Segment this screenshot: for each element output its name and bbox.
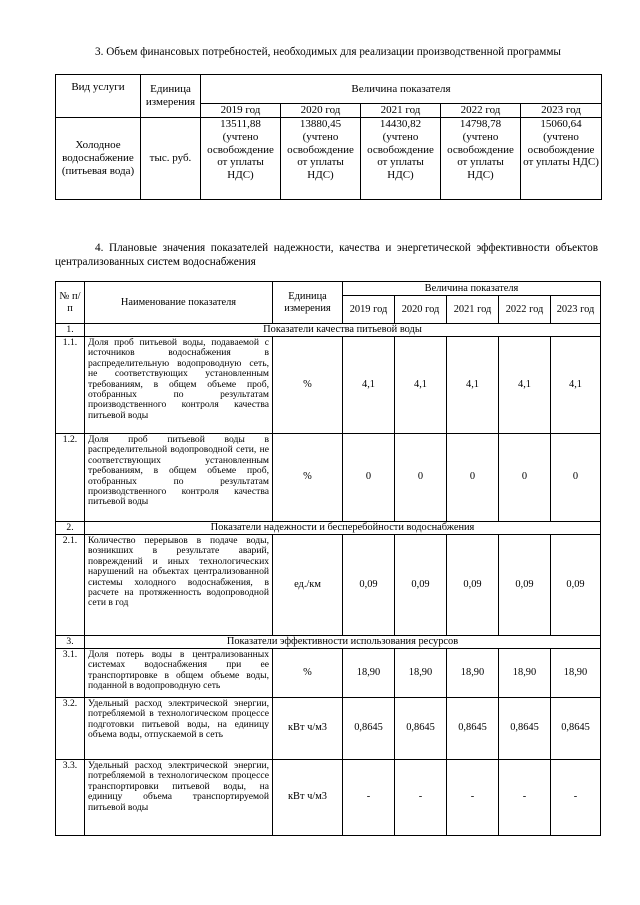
indicator-name: Удельный расход электрической энергии, потребляемой в технологическом процессе транспортировки питьевой воды, на единицу объема транспортируемой питьевой воды [85,760,273,836]
value-cell: 18,90 [343,649,395,698]
indicator-name: Доля проб питьевой воды, подаваемой с источников водоснабжения в распределительную водопроводную сеть, не соответствующих установленным требованиям, в общем объеме проб, отобранных по результатам производственного контроля качества питьевой воды [85,337,273,434]
section-3-heading-text: 3. Объем финансовых потребностей, необходимых для реализации производственной программы [95,46,561,58]
header-year: 2023 год [551,296,601,324]
value-cell: 4,1 [551,337,601,434]
indicator-name: Удельный расход электрической энергии, потребляемой в технологическом процессе подготовки питьевой воды, на единицу объема воды, отпускаемой в сеть [85,698,273,760]
header-value: Величина показателя [201,75,602,104]
value-cell: 13880,45 (учтено освобождение от уплаты НДС) [281,118,361,200]
row-num: 2.1. [56,535,85,636]
section-num: 3. [56,636,85,649]
section-title: Показатели качества питьевой воды [85,324,601,337]
value-cell: 15060,64 (учтено освобождение от уплаты НДС) [521,118,602,200]
header-year: 2019 год [201,104,281,118]
header-value: Величина показателя [343,282,601,296]
service-name: Холодное водоснабжение (питьевая вода) [56,118,141,200]
value-cell: 4,1 [343,337,395,434]
section-num: 1. [56,324,85,337]
value-cell: 0,09 [395,535,447,636]
value-cell: 4,1 [395,337,447,434]
indicator-unit: % [273,434,343,522]
value-cell: 0,8645 [447,698,499,760]
value-cell: - [343,760,395,836]
value-cell: - [395,760,447,836]
header-year: 2019 год [343,296,395,324]
header-year: 2021 год [447,296,499,324]
indicator-unit: % [273,337,343,434]
row-num: 3.1. [56,649,85,698]
section-num: 2. [56,522,85,535]
indicator-unit: % [273,649,343,698]
indicator-name: Доля проб питьевой воды в распределительной водопроводной сети, не соответствующих установленным требованиям, в общем объеме проб, отобранных по результатам производственного контроля качества питьевой воды [85,434,273,522]
header-num: № п/п [56,282,85,324]
indicator-name: Количество перерывов в подаче воды, возникших в результате аварий, повреждений и иных технологических нарушений на объектах централизованной системы холодного водоснабжения, в расчете на протяженность водопроводной сети в год [85,535,273,636]
value-cell: 4,1 [447,337,499,434]
row-num: 1.2. [56,434,85,522]
value-cell: 0 [447,434,499,522]
row-num: 3.2. [56,698,85,760]
value-cell: 18,90 [395,649,447,698]
financial-needs-table [55,74,602,200]
header-year: 2020 год [395,296,447,324]
section-4-heading-text: 4. Плановые значения показателей надежности, качества и энергетической эффективности объектов централизованных систем водоснабжения [55,242,598,268]
indicator-unit: кВт ч/м3 [273,698,343,760]
value-cell: 0,09 [447,535,499,636]
value-cell: 14798,78 (учтено освобождение от уплаты НДС) [441,118,521,200]
value-cell: 18,90 [447,649,499,698]
header-unit: Единица измерения [141,75,201,118]
value-cell: 14430,82 (учтено освобождение от уплаты НДС) [361,118,441,200]
indicators-table [55,281,601,836]
header-year: 2023 год [521,104,602,118]
section-title: Показатели эффективности использования ресурсов [85,636,601,649]
header-year: 2022 год [499,296,551,324]
value-cell: 0 [551,434,601,522]
value-cell: - [551,760,601,836]
header-year: 2021 год [361,104,441,118]
section-3-heading [55,45,598,59]
section-4-heading [55,241,598,269]
value-cell: 0,09 [499,535,551,636]
value-cell: 0,09 [551,535,601,636]
indicator-unit: ед./км [273,535,343,636]
section-title: Показатели надежности и бесперебойности водоснабжения [85,522,601,535]
value-cell: 0,8645 [343,698,395,760]
indicator-name: Доля потерь воды в централизованных системах водоснабжения при ее транспортировке в общем объеме воды, поданной в водопроводную сеть [85,649,273,698]
header-year: 2022 год [441,104,521,118]
value-cell: 0 [395,434,447,522]
indicator-unit: кВт ч/м3 [273,760,343,836]
value-cell: 4,1 [499,337,551,434]
value-cell: 0 [343,434,395,522]
value-cell: 18,90 [551,649,601,698]
value-cell: - [447,760,499,836]
value-cell: 0 [499,434,551,522]
header-service: Вид услуги [56,75,141,118]
value-cell: 0,09 [343,535,395,636]
value-cell: 18,90 [499,649,551,698]
header-unit: Единица измерения [273,282,343,324]
value-cell: 13511,88 (учтено освобождение от уплаты НДС) [201,118,281,200]
value-cell: 0,8645 [395,698,447,760]
service-unit: тыс. руб. [141,118,201,200]
value-cell: 0,8645 [499,698,551,760]
row-num: 1.1. [56,337,85,434]
row-num: 3.3. [56,760,85,836]
value-cell: - [499,760,551,836]
header-name: Наименование показателя [85,282,273,324]
value-cell: 0,8645 [551,698,601,760]
header-year: 2020 год [281,104,361,118]
